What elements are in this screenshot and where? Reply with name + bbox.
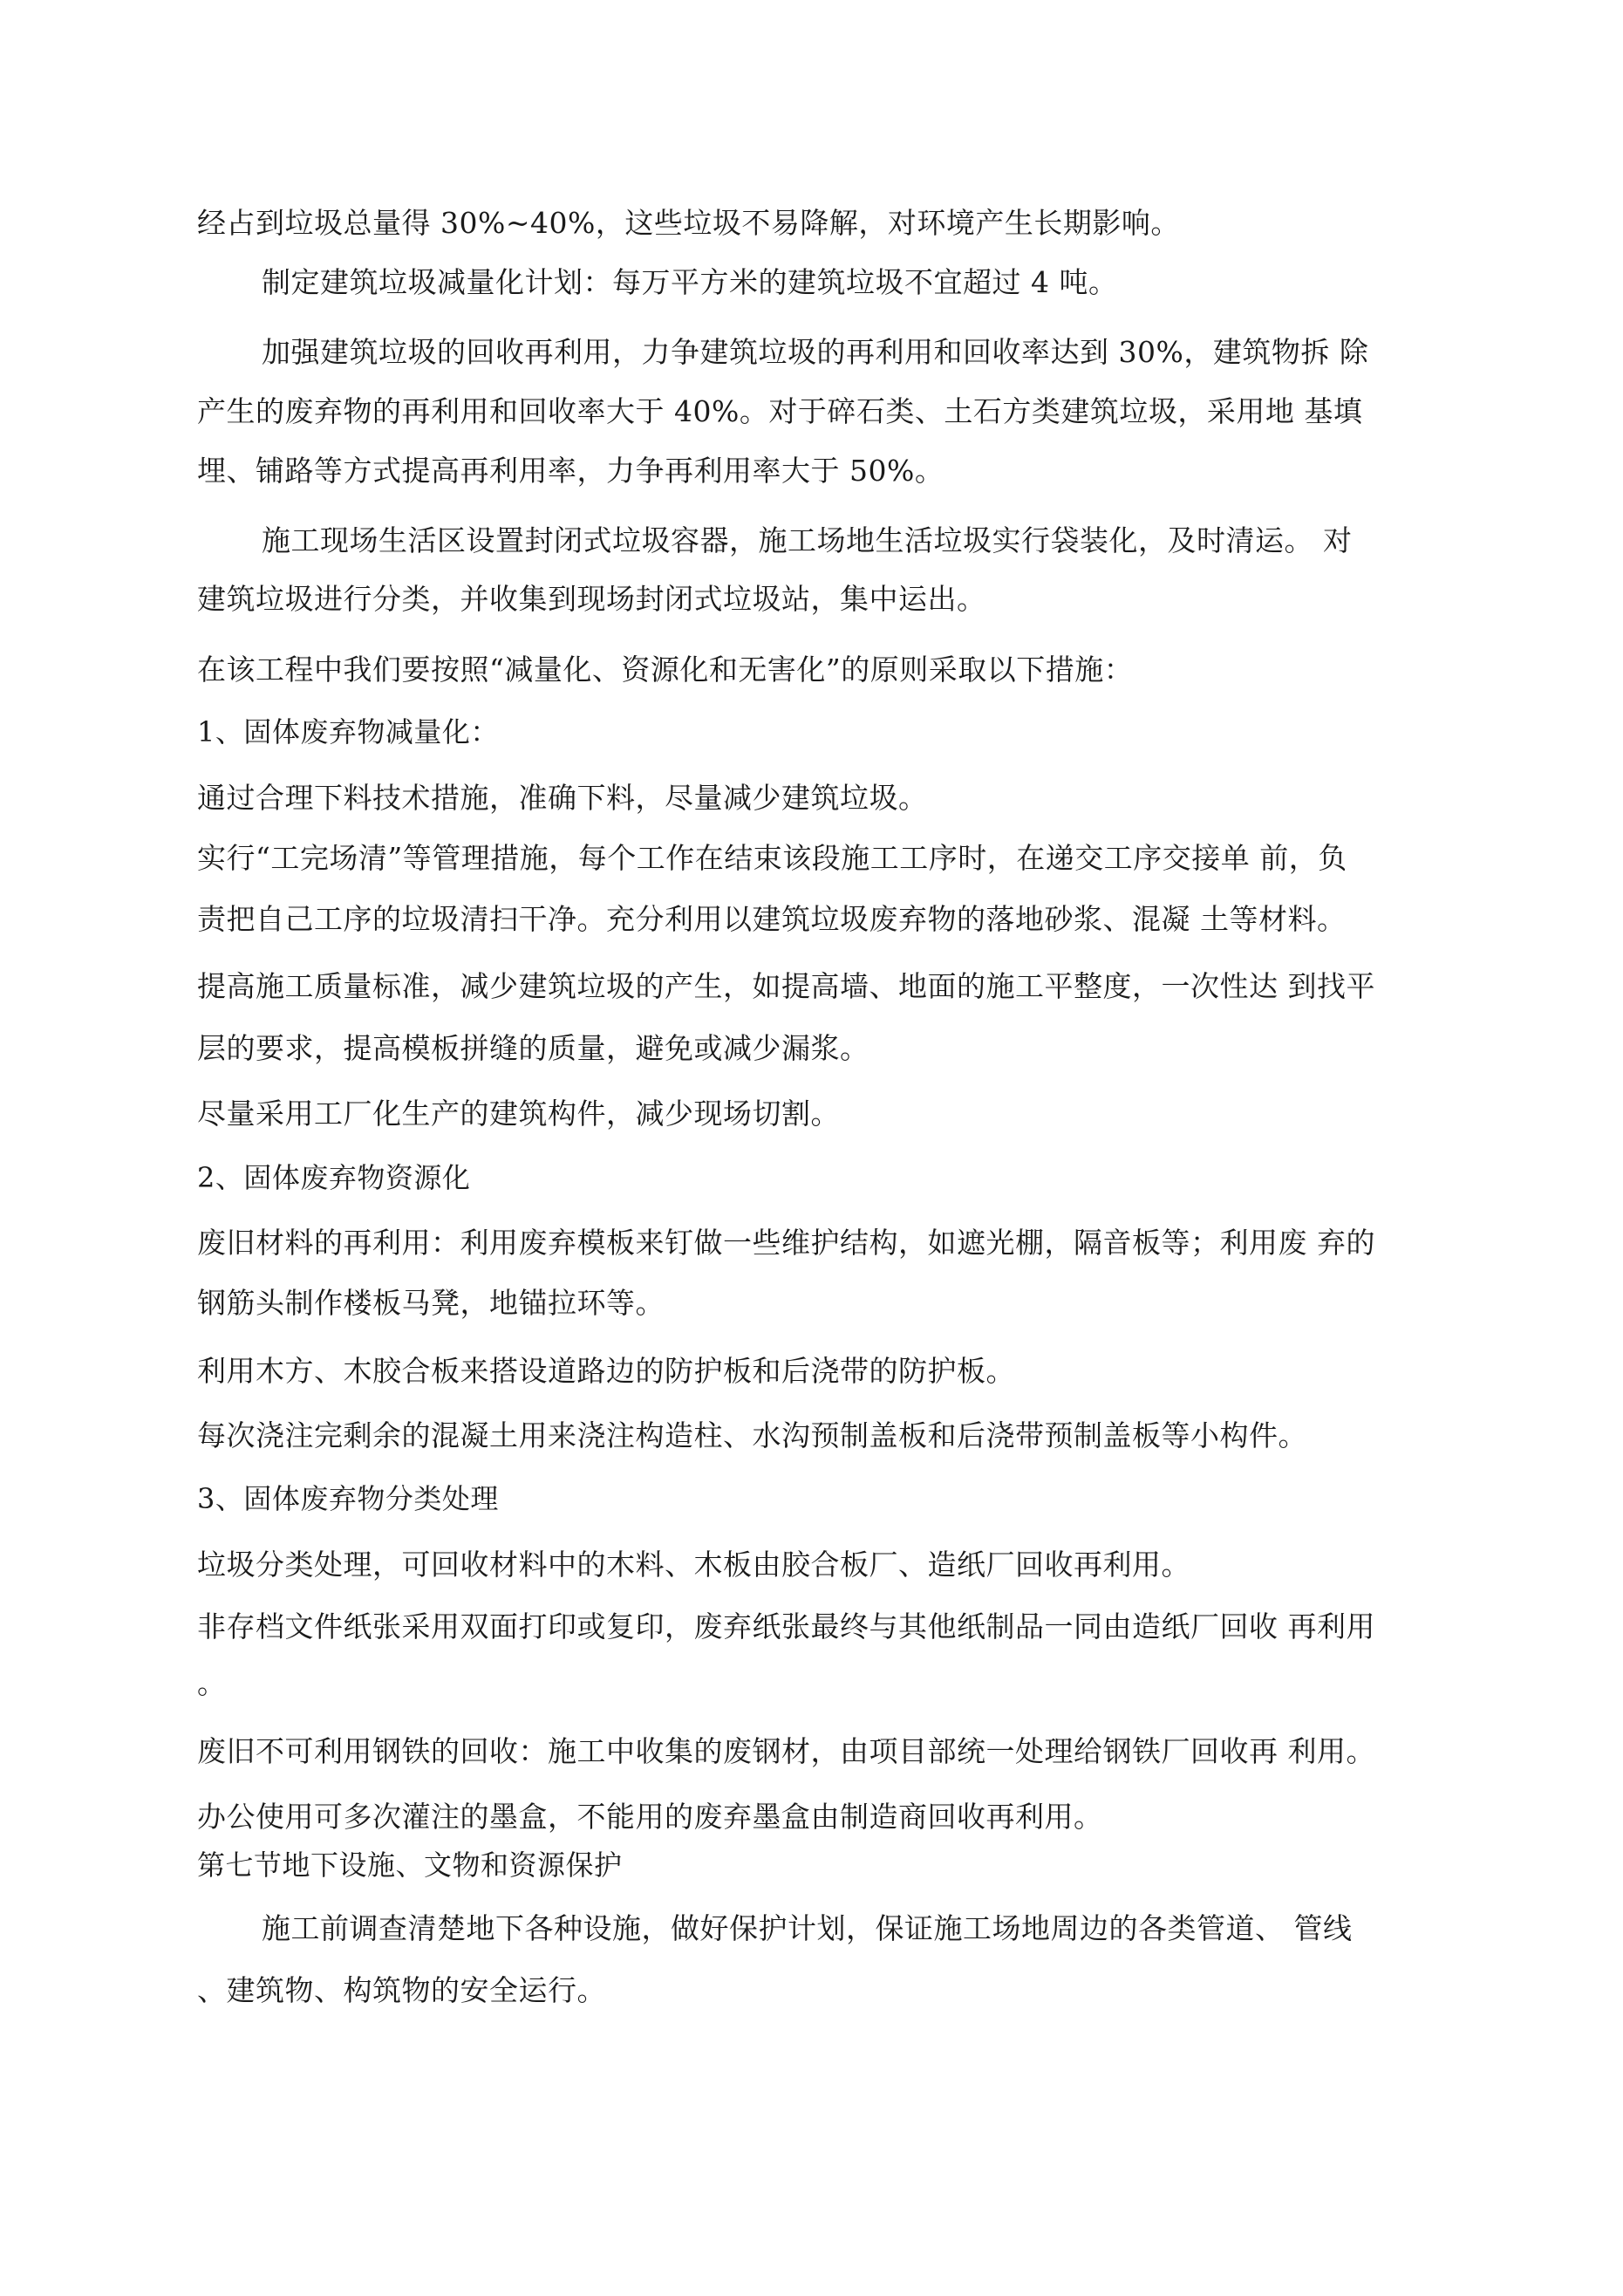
- section-heading: 3、固体废弃物分类处理: [197, 1482, 499, 1515]
- paragraph-line: 加强建筑垃圾的回收再利用，力争建筑垃圾的再利用和回收率达到 30%，建筑物拆 除: [262, 335, 1369, 369]
- paragraph-line: 埋、铺路等方式提高再利用率，力争再利用率大于 50%。: [197, 454, 944, 488]
- paragraph-line: 钢筋头制作楼板马凳，地锚拉环等。: [197, 1286, 665, 1320]
- paragraph-line: 。: [197, 1666, 227, 1700]
- paragraph-line: 尽量采用工厂化生产的建筑构件，减少现场切割。: [197, 1097, 840, 1131]
- section-heading: 2、固体废弃物资源化: [197, 1161, 471, 1194]
- paragraph-line: 制定建筑垃圾减量化计划：每万平方米的建筑垃圾不宜超过 4 吨。: [262, 265, 1118, 299]
- paragraph-line: 实行“工完场清”等管理措施，每个工作在结束该段施工工序时，在递交工序交接单 前，负: [197, 841, 1347, 875]
- paragraph-line: 责把自己工序的垃圾清扫干净。充分利用以建筑垃圾废弃物的落地砂浆、混凝 土等材料。: [197, 902, 1347, 936]
- paragraph-line: 非存档文件纸张采用双面打印或复印，废弃纸张最终与其他纸制品一同由造纸厂回收 再利用: [197, 1609, 1375, 1643]
- paragraph-line: 施工现场生活区设置封闭式垃圾容器，施工场地生活垃圾实行袋装化，及时清运。 对: [262, 523, 1353, 557]
- paragraph-line: 通过合理下料技术措施，准确下料，尽量减少建筑垃圾。: [197, 781, 928, 815]
- paragraph-line: 施工前调查清楚地下各种设施，做好保护计划，保证施工场地周边的各类管道、 管线: [262, 1911, 1353, 1945]
- paragraph-line: 每次浇注完剩余的混凝土用来浇注构造柱、水沟预制盖板和后浇带预制盖板等小构件。: [197, 1418, 1307, 1452]
- paragraph-line: 废旧不可利用钢铁的回收：施工中收集的废钢材，由项目部统一处理给钢铁厂回收再 利用。: [197, 1734, 1375, 1768]
- paragraph-line: 层的要求，提高模板拼缝的质量，避免或减少漏浆。: [197, 1031, 869, 1065]
- paragraph-line: 废旧材料的再利用：利用废弃模板来钉做一些维护结构，如遮光棚，隔音板等；利用废 弃的: [197, 1226, 1375, 1260]
- section-heading: 1、固体废弃物减量化：: [197, 715, 499, 748]
- paragraph-line: 经占到垃圾总量得 30%~40%，这些垃圾不易降解，对环境产生长期影响。: [197, 206, 1180, 240]
- paragraph-line: 建筑垃圾进行分类，并收集到现场封闭式垃圾站，集中运出。: [197, 582, 986, 616]
- paragraph-line: 、建筑物、构筑物的安全运行。: [197, 1973, 606, 2007]
- section-heading: 第七节地下设施、文物和资源保护: [197, 1848, 623, 1882]
- paragraph-line: 垃圾分类处理，可回收材料中的木料、木板由胶合板厂、造纸厂回收再利用。: [197, 1548, 1190, 1582]
- paragraph-line: 在该工程中我们要按照“减量化、资源化和无害化”的原则采取以下措施：: [197, 653, 1134, 687]
- paragraph-line: 提高施工质量标准，减少建筑垃圾的产生，如提高墙、地面的施工平整度，一次性达 到找平: [197, 969, 1375, 1003]
- paragraph-line: 产生的废弃物的再利用和回收率大于 40%。对于碎石类、土石方类建筑垃圾，采用地 基填: [197, 394, 1363, 428]
- paragraph-line: 利用木方、木胶合板来搭设道路边的防护板和后浇带的防护板。: [197, 1354, 1015, 1388]
- paragraph-line: 办公使用可多次灌注的墨盒，不能用的废弃墨盒由制造商回收再利用。: [197, 1800, 1103, 1834]
